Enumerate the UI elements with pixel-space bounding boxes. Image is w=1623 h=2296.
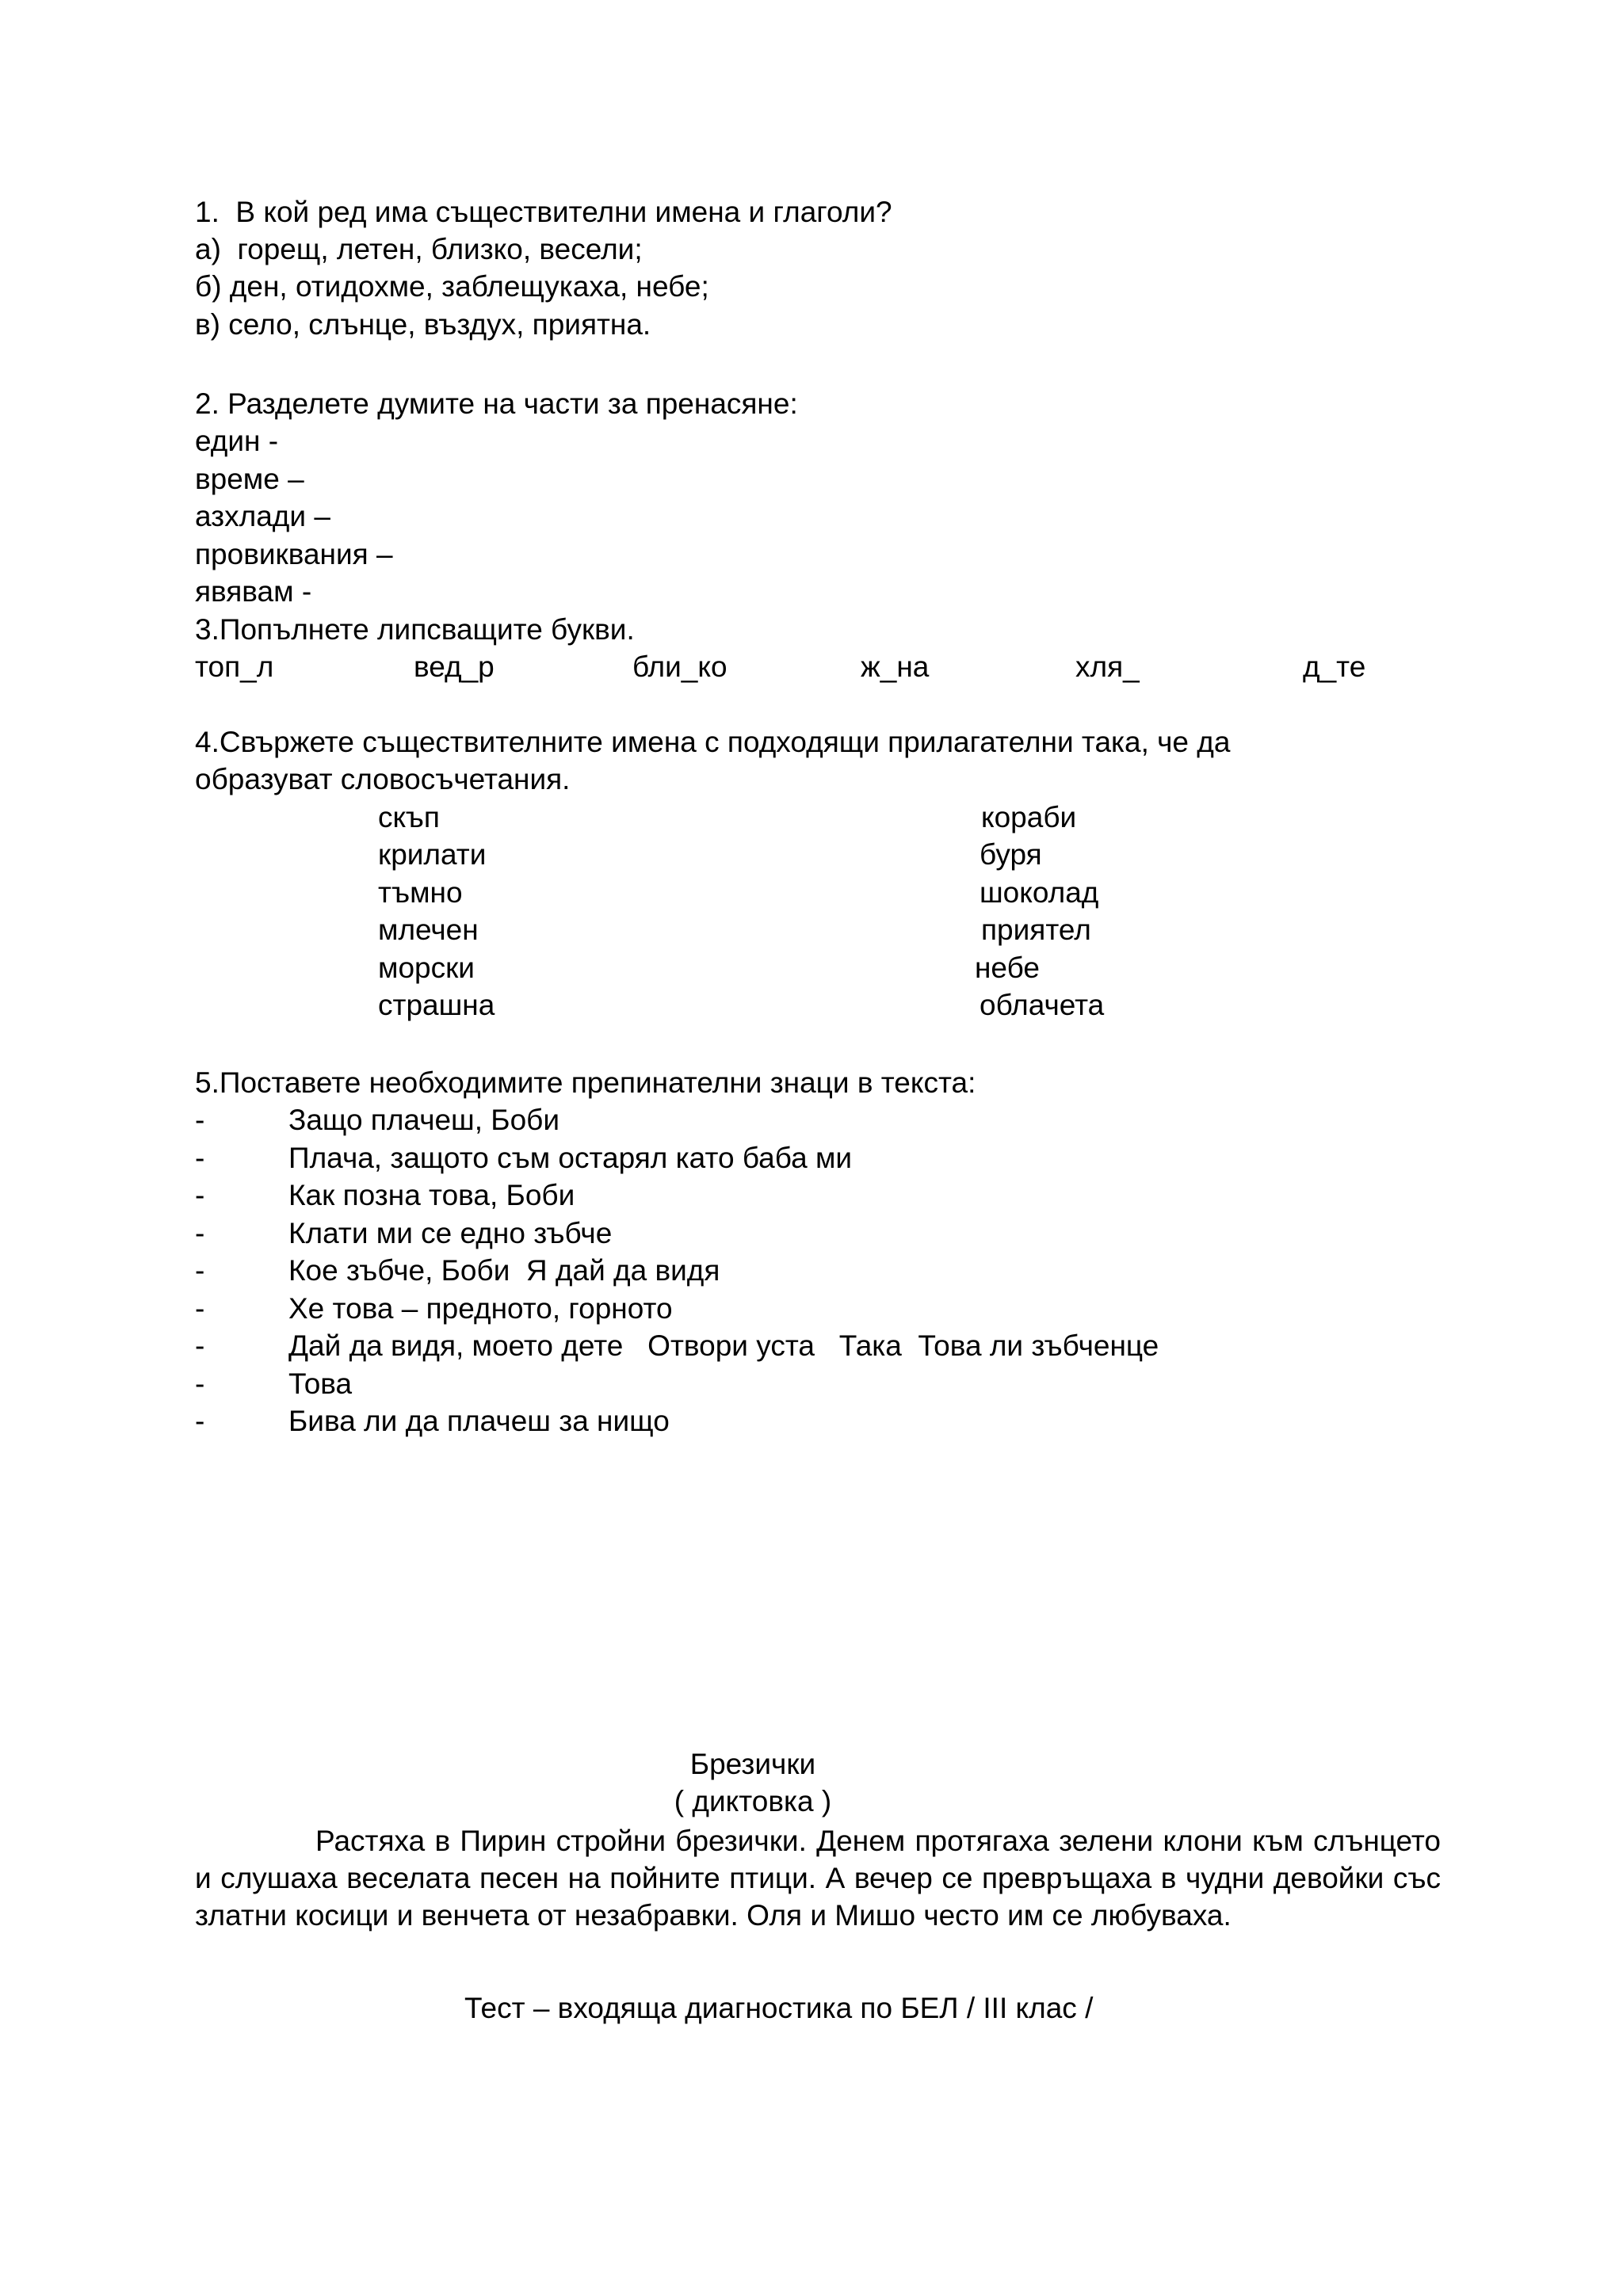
q4-title-line1: 4.Свържете съществителните имена с подходящи прилагателни така, че да [195, 726, 1231, 758]
q1-option-a: а) горещ, летен, близко, весели; [195, 233, 643, 265]
q4-adjective: млечен [378, 913, 479, 946]
q4-adjective: страшна [378, 989, 495, 1021]
q5-dash: - [195, 1405, 205, 1437]
q2-word: един - [195, 425, 279, 457]
q4-noun: облачета [980, 989, 1105, 1021]
q2-title: 2. Разделете думите на части за пренасяне: [195, 387, 798, 420]
dictation-subtitle: ( диктовка ) [674, 1785, 832, 1817]
dictation-title: Брезички [689, 1748, 816, 1780]
q4-adjective: крилати [378, 838, 487, 871]
q1-option-b: б) ден, отидохме, заблещукаха, небе; [195, 270, 709, 303]
q4-adjective: скъп [378, 801, 440, 833]
q5-dash: - [195, 1179, 205, 1211]
q5-dialogue-line: Защо плачеш, Боби [288, 1104, 560, 1136]
q4-noun: небе [975, 952, 1040, 984]
q2-word: явявам - [195, 575, 312, 608]
q4-adjective: морски [378, 952, 475, 984]
q5-dash: - [195, 1217, 205, 1249]
q3-word: д_те [1303, 650, 1366, 683]
q2-word: време – [195, 463, 304, 495]
dictation-text: Растяха в Пирин стройни брезички. Денем протягаха зелени клони към слънцето и слушаха веселата песен на пойните птици. А вечер се превръщаха в чудни девойки със златни косици и венчета от незабравки. Оля и Мишо често им се любуваха. [195, 1825, 1441, 1932]
q5-dash: - [195, 1104, 205, 1136]
q5-dialogue-line: Хе това – предното, горното [288, 1292, 673, 1325]
q4-title-line2: образуват словосъчетания. [195, 763, 571, 795]
q4-noun: буря [980, 838, 1042, 871]
q5-dash: - [195, 1292, 205, 1325]
q3-word: бли_ко [632, 650, 727, 683]
q4-adjective: тъмно [378, 876, 463, 909]
q1-option-c: в) село, слънце, въздух, приятна. [195, 308, 651, 341]
q2-word: азхлади – [195, 500, 330, 532]
q5-dialogue-line: Бива ли да плачеш за нищо [288, 1405, 670, 1437]
q3-word: вед_р [414, 650, 495, 683]
q5-dialogue-line: Дай да видя, моето дете Отвори уста Така Това ли зъбченце [288, 1329, 1159, 1362]
q5-dialogue-line: Кое зъбче, Боби Я дай да видя [288, 1254, 720, 1287]
q5-dash: - [195, 1329, 205, 1362]
q5-title: 5.Поставете необходимите препинателни знаци в текста: [195, 1066, 976, 1099]
q5-dash: - [195, 1254, 205, 1287]
q3-word: топ_л [195, 650, 274, 683]
q2-word: провиквания – [195, 538, 393, 570]
q5-dash: - [195, 1142, 205, 1174]
q5-dialogue-line: Плача, защото съм остарял като баба ми [288, 1142, 853, 1174]
q5-dialogue-line: Клати ми се едно зъбче [288, 1217, 613, 1249]
q5-dialogue-line: Как позна това, Боби [288, 1179, 575, 1211]
q3-word: ж_на [861, 650, 930, 683]
test-footer-caption: Тест – входяща диагностика по БЕЛ / III клас / [464, 1992, 1094, 2024]
q1-title: 1. В кой ред има съществителни имена и глаголи? [195, 196, 892, 228]
q5-dialogue-line: Това [288, 1367, 353, 1400]
q4-noun: шоколад [980, 876, 1099, 909]
q4-noun: приятел [981, 913, 1091, 946]
q4-noun: кораби [981, 801, 1077, 833]
q3-title: 3.Попълнете липсващите букви. [195, 613, 635, 646]
q3-word: хля_ [1075, 650, 1140, 683]
q5-dash: - [195, 1367, 205, 1400]
